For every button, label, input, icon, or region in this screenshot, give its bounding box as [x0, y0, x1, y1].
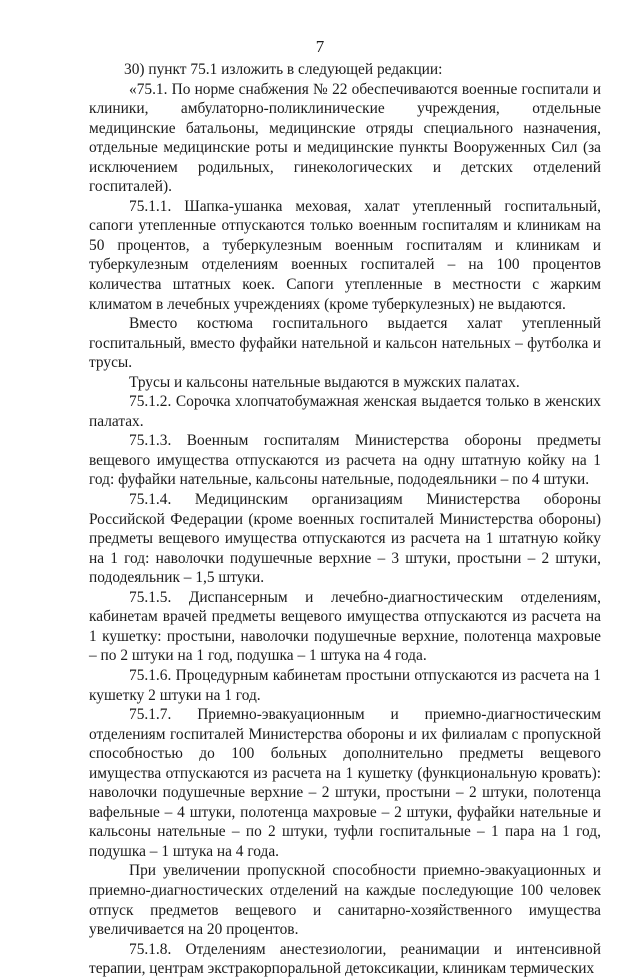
paragraph-75-1-6: 75.1.6. Процедурным кабинетам простыни отпускаются из расчета на 1 кушетку 2 штуки на 1 год. — [89, 666, 601, 704]
paragraph-75-1-3: 75.1.3. Военным госпиталям Министерства обороны предметы вещевого имущества отпускаются из расчета на одну штатную койку на 1 год: фуфайки нательные, кальсоны нательные, пододеяльники – по 4 штуки. — [89, 432, 601, 489]
paragraph-item-30: 30) пункт 75.1 изложить в следующей редакции: — [124, 61, 443, 78]
paragraph-75-1-8: 75.1.8. Отделениям анестезиологии, реанимации и интенсивной терапии, центрам экстракорпоральной детоксикации, клиникам термических — [89, 940, 601, 978]
paragraph-underwear-note: Трусы и кальсоны нательные выдаются в мужских палатах. — [129, 373, 520, 391]
paragraph-75-1-7: 75.1.7. Приемно-эвакуационным и приемно-диагностическим отделениям госпиталей Министерства обороны и их филиалам с пропускной способностью до 100 больных дополнительно предметы вещевого имущества отпускаются из расчета на 1 кушетку (функциональную кровать): наволочки подушечные верхние – 2 штуки, простыни – 2 штуки, полотенца вафельные – 4 штуки, полотенца махровые – 2 штуки, фуфайки нательные и кальсоны нательные – по 2 штуки, туфли госпитальные – 1 пара на 1 год, подушка – 1 штука на 4 года. — [89, 706, 601, 860]
paragraph-75-1-2: 75.1.2. Сорочка хлопчатобумажная женская выдается только в женских палатах. — [89, 393, 601, 430]
paragraph-75-1-1: 75.1.1. Шапка-ушанка меховая, халат утепленный госпитальный, сапоги утепленные отпускаются только военным госпиталям и клиникам на 50 процентов, а туберкулезным военным госпиталям и клиникам и туберкулезным отделениям военных госпиталей – на 100 процентов количества штатных коек. Сапоги утепленные в местности с жарким климатом в лечебных учреждениях (кроме туберкулезных) не выдаются. — [89, 197, 601, 313]
document-body — [89, 60, 601, 979]
paragraph-75-1-4: 75.1.4. Медицинским организациям Министерства обороны Российской Федерации (кроме военных госпиталей Министерства обороны) предметы вещевого имущества отпускаются из расчета на 1 штатную койку на 1 год: наволочки подушечные верхние – 3 штуки, простыни – 2 штуки, пододеяльник – 1,5 штуки. — [89, 491, 601, 587]
paragraph-75-1: «75.1. По норме снабжения № 22 обеспечиваются военные госпитали и клиники, амбулаторно-поликлинические учреждения, отдельные медицинские батальоны, медицинские отряды специального назначения, отдельные медицинские роты и медицинские пункты Вооруженных Сил (за исключением родильных, гинекологических и детских отделений госпиталей). — [89, 80, 601, 196]
paragraph-gown-note: Вместо костюма госпитального выдается халат утепленный госпитальный, вместо фуфайки нательной и кальсон нательных – футболка и трусы. — [89, 315, 601, 372]
paragraph-75-1-5: 75.1.5. Диспансерным и лечебно-диагностическим отделениям, кабинетам врачей предметы вещевого имущества отпускаются из расчета на 1 кушетку: простыни, наволочки подушечные верхние, полотенца махровые – по 2 штуки на 1 год, подушка – 1 штука на 4 года. — [89, 588, 601, 665]
paragraph-capacity-note: При увеличении пропускной способности приемно-эвакуационных и приемно-диагностических отделений на каждые последующие 100 человек отпуск предметов вещевого и санитарно-хозяйственного имущества увеличивается на 20 процентов. — [89, 862, 601, 939]
page-number: 7 — [315, 37, 325, 56]
